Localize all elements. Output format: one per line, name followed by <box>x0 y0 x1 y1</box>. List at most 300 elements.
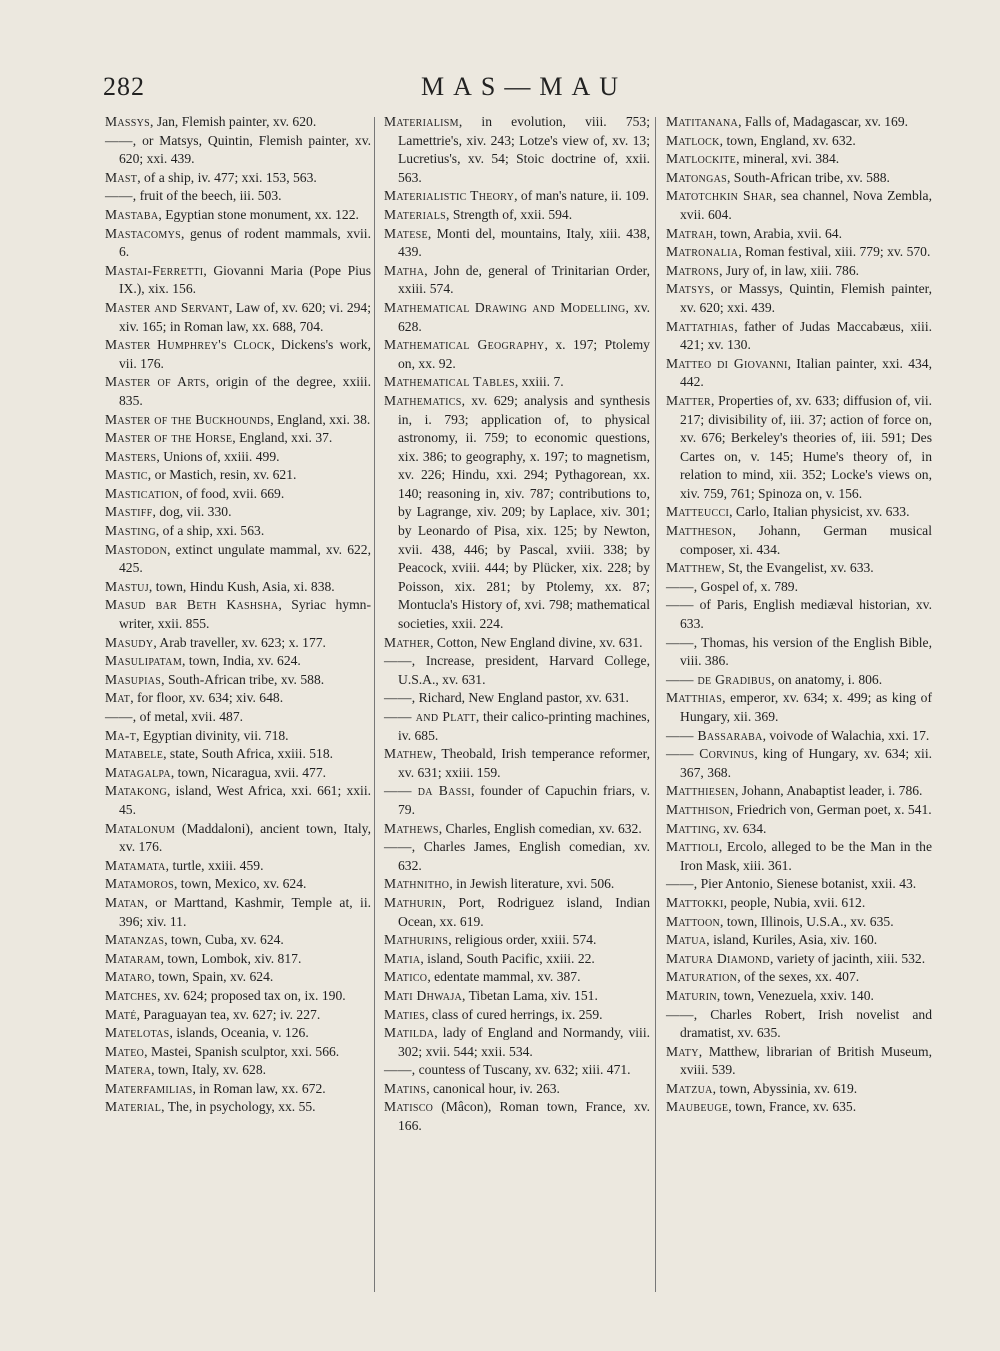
entry-text: , Charles James, English comedian, xv. 632. <box>398 839 650 873</box>
index-entry <box>666 931 932 950</box>
index-entry <box>384 950 650 969</box>
entry-headword: Mast <box>105 169 138 185</box>
index-entry <box>105 522 371 541</box>
entry-text: , town, Hindu Kush, Asia, xi. 838. <box>148 578 335 594</box>
entry-text: , xxiii. 7. <box>514 374 564 390</box>
entry-headword: Matanzas <box>105 932 165 948</box>
index-entry <box>384 652 650 689</box>
entry-headword: Mattheson <box>666 523 733 539</box>
entry-headword: Master of Arts <box>105 374 206 390</box>
entry-text: , town, France, xv. 635. <box>728 1099 857 1115</box>
index-entry <box>666 801 932 820</box>
entry-text: , town, Abyssinia, xv. 619. <box>712 1080 858 1096</box>
entry-headword: Matteucci <box>666 504 730 520</box>
index-entry <box>105 429 371 448</box>
index-entry <box>666 132 932 151</box>
entry-text: , Italian painter, xxi. 434, 442. <box>680 355 932 390</box>
entry-headword: Matlock <box>666 132 720 148</box>
index-entry <box>666 503 932 522</box>
entry-headword: Masulipatam <box>105 653 183 669</box>
entry-text: , Dickens's work, vii. 176. <box>119 337 371 371</box>
entry-text: , dog, vii. 330. <box>152 504 232 520</box>
entry-headword: Materialism <box>384 114 459 129</box>
entry-headword: —— <box>105 188 133 204</box>
index-entry <box>666 894 932 913</box>
entry-headword: —— Corvinus <box>666 746 755 762</box>
index-entry <box>666 671 932 690</box>
entry-text: , Ercolo, alleged to be the Man in the Iron Mask, xiii. 361. <box>680 839 932 873</box>
entry-headword: Massys <box>105 114 151 129</box>
entry-headword: —— <box>384 653 412 669</box>
index-entry <box>666 150 932 169</box>
index-entry <box>105 782 371 819</box>
index-entry <box>384 689 650 708</box>
entry-text: , or Marttand, Kashmir, Temple at, ii. 396; xiv. 11. <box>119 894 371 929</box>
entry-headword: —— de Gradibus <box>666 671 772 687</box>
entry-text: , edentate mammal, xv. 387. <box>427 969 581 985</box>
index-entry <box>105 541 371 578</box>
entry-text: , Thomas, his version of the English Bible, viii. 386. <box>680 634 932 669</box>
index-entry <box>666 745 932 782</box>
entry-headword: Matzua <box>666 1080 713 1096</box>
index-entry <box>384 1080 650 1099</box>
entry-headword: Mataram <box>105 950 161 966</box>
entry-headword: Mat <box>105 690 131 706</box>
index-entry <box>666 578 932 597</box>
entry-headword: Matan <box>105 894 145 910</box>
entry-text: , of the sexes, xx. 407. <box>737 969 860 985</box>
entry-headword: —— <box>666 1006 694 1022</box>
entry-headword: Mastacomys <box>105 225 181 241</box>
entry-text: , of a ship, iv. 477; xxi. 153, 563. <box>137 169 317 185</box>
entry-headword: Matter <box>666 392 711 408</box>
entry-text: , Cotton, New England divine, xv. 631. <box>430 634 643 650</box>
entry-headword: —— <box>666 876 694 892</box>
entry-headword: Matongas <box>666 169 727 185</box>
entry-headword: Matico <box>384 969 428 985</box>
entry-text: , extinct ungulate mammal, xv. 622, 425. <box>119 541 371 576</box>
running-head: MAS—MAU <box>421 72 628 101</box>
index-column-2 <box>384 113 650 1136</box>
index-entry <box>105 299 371 336</box>
entry-headword: Mathnitho <box>384 876 450 892</box>
index-entry <box>666 243 932 262</box>
index-entry <box>666 987 932 1006</box>
entry-text: , canonical hour, iv. 263. <box>426 1080 560 1096</box>
entry-headword: Masting <box>105 523 156 539</box>
column-rule <box>374 117 375 1292</box>
index-column-3 <box>666 113 932 1117</box>
index-entry <box>105 466 371 485</box>
entry-headword: Materialistic Theory <box>384 188 515 204</box>
entry-text: , emperor, xv. 634; x. 499; as king of Hungary, xii. 369. <box>680 690 932 724</box>
entry-text: , town, Italy, xv. 628. <box>151 1062 267 1078</box>
entry-headword: Mataro <box>105 969 152 985</box>
index-entry <box>666 782 932 801</box>
entry-headword: Masters <box>105 448 157 464</box>
entry-headword: Mattoon <box>666 913 721 929</box>
index-entry <box>666 913 932 932</box>
index-entry <box>105 206 371 225</box>
entry-text: , fruit of the beech, iii. 503. <box>132 188 282 204</box>
index-entry <box>105 1061 371 1080</box>
entry-headword: Matisco <box>384 1099 434 1115</box>
index-entry <box>105 485 371 504</box>
entry-text: , or Massys, Quintin, Flemish painter, xv. 620; xxi. 439. <box>680 281 932 315</box>
entry-headword: Material <box>105 1099 162 1115</box>
entry-text: , x. 197; Ptolemy on, xx. 92. <box>398 337 650 371</box>
index-entry <box>105 857 371 876</box>
entry-headword: Matua <box>666 932 707 948</box>
entry-text: , island, Kuriles, Asia, xiv. 160. <box>706 932 878 948</box>
entry-headword: Ma-t <box>105 727 137 743</box>
entry-headword: Matha <box>384 262 425 278</box>
entry-headword: Mattathias <box>666 318 735 334</box>
index-entry <box>105 894 371 931</box>
index-entry <box>384 1098 650 1135</box>
entry-text: , Jan, Flemish painter, xv. 620. <box>150 114 317 129</box>
index-entry <box>105 262 371 299</box>
entry-text: , town, Mexico, xv. 624. <box>174 876 307 892</box>
entry-text: , St, the Evangelist, xv. 633. <box>721 560 874 576</box>
index-entry <box>666 950 932 969</box>
entry-text: , Johann, German musical composer, xi. 434. <box>680 523 932 557</box>
index-entry <box>105 727 371 746</box>
entry-text: , on anatomy, i. 806. <box>771 671 883 687</box>
index-entry <box>384 745 650 782</box>
index-entry <box>105 225 371 262</box>
index-entry <box>666 634 932 671</box>
entry-text: , voivode of Walachia, xxi. 17. <box>762 727 930 743</box>
entry-text: , of metal, xvii. 487. <box>132 709 244 724</box>
entry-headword: Materials <box>384 206 447 222</box>
page-number: 282 <box>103 72 145 101</box>
index-entry <box>666 522 932 559</box>
entry-text: , Charles Robert, Irish novelist and dramatist, xv. 635. <box>680 1006 932 1041</box>
entry-text: , islands, Oceania, v. 126. <box>169 1025 309 1041</box>
index-entry <box>666 1098 932 1117</box>
entry-text: , Paraguayan tea, xv. 627; iv. 227. <box>136 1006 321 1022</box>
entry-text: , state, South Africa, xxiii. 518. <box>163 746 334 762</box>
index-entry <box>105 113 371 132</box>
entry-headword: Mathematical Tables <box>384 374 515 390</box>
entry-headword: Mathematics <box>384 392 462 408</box>
entry-text: , South-African tribe, xv. 588. <box>726 169 890 185</box>
index-entry <box>105 187 371 206</box>
page-header <box>103 72 920 112</box>
entry-text: , England, xxi. 38. <box>270 411 371 427</box>
entry-text: , or Mastich, resin, xv. 621. <box>147 467 297 483</box>
entry-text: , lady of England and Normandy, viii. 302; xvii. 544; xxii. 534. <box>398 1025 650 1059</box>
entry-headword: Mastaba <box>105 206 159 222</box>
entry-text: , England, xxi. 37. <box>232 430 333 446</box>
index-entry <box>666 318 932 355</box>
entry-headword: Mastodon <box>105 541 168 557</box>
entry-text: , The, in psychology, xx. 55. <box>161 1099 316 1115</box>
index-entry <box>384 262 650 299</box>
entry-text: , Egyptian stone monument, xx. 122. <box>158 206 359 222</box>
entry-headword: Matrah <box>666 225 714 241</box>
entry-headword: Matins <box>384 1080 427 1096</box>
entry-headword: Matthias <box>666 690 723 706</box>
index-entry <box>666 838 932 875</box>
entry-text: , island, West Africa, xxi. 661; xxii. 45. <box>119 783 371 817</box>
entry-text: , of man's nature, ii. 109. <box>514 188 650 204</box>
index-entry <box>666 1080 932 1099</box>
entry-headword: Matura Diamond <box>666 950 770 966</box>
entry-headword: —— <box>666 578 694 594</box>
index-entry <box>384 299 650 336</box>
index-entry <box>384 225 650 262</box>
index-entry <box>384 373 650 392</box>
entry-text: , countess of Tuscany, xv. 632; xiii. 471. <box>411 1062 631 1078</box>
index-entry <box>384 708 650 745</box>
entry-headword: Matabele <box>105 746 164 762</box>
entry-headword: Mathematical Drawing and Modelling <box>384 299 626 315</box>
index-entry <box>384 336 650 373</box>
entry-text: , king of Hungary, xv. 634; xii. 367, 368. <box>680 746 932 780</box>
column-rule <box>655 117 656 1292</box>
entry-headword: Matronalia <box>666 244 739 260</box>
entry-headword: Mathurin <box>384 894 443 910</box>
entry-text: , town, Cuba, xv. 624. <box>164 932 284 948</box>
index-entry <box>666 559 932 578</box>
entry-text: , of a ship, xxi. 563. <box>155 523 265 539</box>
entry-headword: Matting <box>666 820 717 836</box>
entry-text: , in Jewish literature, xvi. 506. <box>449 876 615 892</box>
entry-text: , Increase, president, Harvard College, U.S.A., xv. 631. <box>398 653 650 687</box>
index-entry <box>384 782 650 819</box>
entry-headword: —— and Platt <box>384 709 476 724</box>
entry-headword: Matthiesen <box>666 783 735 799</box>
index-entry <box>666 1043 932 1080</box>
entry-text: , Richard, New England pastor, xv. 631. <box>411 690 629 706</box>
entry-text: , Pier Antonio, Sienese botanist, xxii. 43. <box>693 876 917 892</box>
index-entry <box>105 1098 371 1117</box>
entry-headword: Matches <box>105 987 157 1003</box>
index-entry <box>666 355 932 392</box>
entry-headword: Maturation <box>666 969 738 985</box>
entry-headword: Mattokki <box>666 894 724 910</box>
index-entry <box>384 968 650 987</box>
index-entry <box>384 931 650 950</box>
index-entry <box>384 392 650 634</box>
entry-headword: Matia <box>384 950 421 966</box>
entry-text: , or Matsys, Quintin, Flemish painter, xv. 620; xxi. 439. <box>119 132 371 167</box>
entry-text: , in Roman law, xx. 672. <box>192 1080 326 1096</box>
index-entry <box>105 578 371 597</box>
index-entry <box>105 411 371 430</box>
entry-headword: Mastai-Ferretti <box>105 262 204 278</box>
index-entry <box>666 689 932 726</box>
entry-text: , Law of, xv. 620; vi. 294; xiv. 165; in Roman law, xx. 688, 704. <box>119 299 371 334</box>
index-entry <box>384 634 650 653</box>
entry-headword: —— <box>666 634 694 650</box>
entry-headword: Matthison <box>666 801 730 817</box>
index-entry <box>666 1006 932 1043</box>
index-entry <box>105 1006 371 1025</box>
index-entry <box>384 875 650 894</box>
entry-text: , people, Nubia, xvii. 612. <box>723 894 866 910</box>
entry-text: , Jury of, in law, xiii. 786. <box>719 262 860 278</box>
index-entry <box>105 764 371 783</box>
entry-text: , Falls of, Madagascar, xv. 169. <box>738 114 909 129</box>
entry-text: , turtle, xxiii. 459. <box>165 857 264 873</box>
entry-headword: Matese <box>384 225 428 241</box>
index-entry <box>105 448 371 467</box>
entry-headword: Matera <box>105 1062 152 1078</box>
entry-headword: Mather <box>384 634 431 650</box>
entry-text: , sea channel, Nova Zembla, xvii. 604. <box>680 188 932 222</box>
entry-text: , Port, Rodriguez island, Indian Ocean, xx. 619. <box>398 894 650 929</box>
entry-text: , their calico-printing machines, iv. 685. <box>398 709 650 743</box>
index-entry <box>105 1024 371 1043</box>
index-entry <box>666 392 932 504</box>
entry-headword: Mathematical Geography <box>384 337 545 353</box>
entry-headword: Master Humphrey's Clock <box>105 337 272 353</box>
entry-text: , Monti del, mountains, Italy, xiii. 438, 439. <box>398 225 650 260</box>
entry-headword: Maturin <box>666 987 717 1003</box>
entry-headword: Matlockite <box>666 151 737 167</box>
entry-text: , Mastei, Spanish sculptor, xxi. 566. <box>144 1043 340 1059</box>
entry-headword: —— <box>105 709 133 724</box>
entry-headword: Maties <box>384 1006 426 1022</box>
entry-text: , founder of Capuchin friars, v. 79. <box>398 783 650 817</box>
entry-text: , Gospel of, x. 789. <box>693 578 799 594</box>
entry-text: , Matthew, librarian of British Museum, xviii. 539. <box>680 1043 932 1078</box>
entry-headword: Matthew <box>666 560 722 576</box>
entry-headword: Mathew <box>384 746 433 762</box>
index-entry <box>105 689 371 708</box>
entry-headword: —— <box>105 132 133 148</box>
index-entry <box>105 931 371 950</box>
entry-text: , Roman festival, xiii. 779; xv. 570. <box>738 244 931 260</box>
entry-text: , for floor, xv. 634; xiv. 648. <box>130 690 284 706</box>
entry-headword: Master of the Horse <box>105 430 233 446</box>
entry-headword: Matamoros <box>105 876 174 892</box>
entry-text: , Properties of, xv. 633; diffusion of, vii. 217; divisibility of, iii. 37; action of force on, xv. 676; Berkeley's theories of, iii. 591; Des Cartes on, v. 145; Hume's theory of, in relation to mind, xii. 352; Locke's views on, xiv. 759, 761; Spinoza on, v. 156. <box>680 392 932 501</box>
index-entry <box>666 169 932 188</box>
index-entry <box>105 1043 371 1062</box>
index-entry <box>666 187 932 224</box>
index-entry <box>105 987 371 1006</box>
entry-headword: Matamata <box>105 857 166 873</box>
entry-headword: Matalonum <box>105 820 176 836</box>
entry-headword: Matagalpa <box>105 764 171 780</box>
entry-headword: Matakong <box>105 783 168 799</box>
index-column-1 <box>105 113 371 1117</box>
entry-text: , genus of rodent mammals, xvii. 6. <box>119 225 371 260</box>
entry-text: (Mâcon), Roman town, France, xv. 166. <box>398 1099 650 1134</box>
entry-headword: Master of the Buckhounds <box>105 411 271 427</box>
index-entry <box>384 206 650 225</box>
entry-text: , island, South Pacific, xxiii. 22. <box>420 950 595 966</box>
index-entry <box>666 596 932 633</box>
index-entry <box>105 968 371 987</box>
index-entry <box>666 113 932 132</box>
entry-text: , town, Spain, xv. 624. <box>151 969 274 985</box>
index-entry <box>105 745 371 764</box>
entry-text: , town, Lombok, xiv. 817. <box>160 950 302 966</box>
entry-headword: Mathews <box>384 820 439 836</box>
entry-text: , xv. 628. <box>398 299 650 334</box>
entry-text: , town, Venezuela, xxiv. 140. <box>716 987 874 1003</box>
index-entry <box>666 968 932 987</box>
entry-headword: Matilda <box>384 1025 435 1041</box>
index-entry <box>384 894 650 931</box>
entry-text: , xv. 624; proposed tax on, ix. 190. <box>156 987 346 1003</box>
entry-headword: —— da Bassi <box>384 783 472 799</box>
entry-headword: —— <box>384 839 412 855</box>
index-entry <box>105 132 371 169</box>
entry-headword: —— <box>666 597 694 613</box>
entry-text: , in evolution, viii. 753; Lamettrie's, xiv. 243; Lotze's view of, xv. 13; Lucretius's, xv. 54; Stoic doctrine of, xxii. 563. <box>398 114 650 185</box>
entry-headword: Masupias <box>105 671 162 687</box>
index-entry <box>384 1006 650 1025</box>
entry-headword: Master and Servant <box>105 299 229 315</box>
entry-text: of Paris, English mediæval historian, xv. 633. <box>680 597 932 632</box>
entry-headword: Mathurins <box>384 932 449 948</box>
entry-headword: Materfamilias <box>105 1080 193 1096</box>
index-entry <box>105 820 371 857</box>
index-entry <box>105 652 371 671</box>
entry-text: , John de, general of Trinitarian Order, xxiii. 574. <box>398 262 650 297</box>
entry-headword: Mastuj <box>105 578 149 594</box>
entry-headword: Mattioli <box>666 839 719 855</box>
entry-text: , Charles, English comedian, xv. 632. <box>438 820 642 836</box>
entry-headword: Mati Dhwaja <box>384 987 463 1003</box>
index-entry <box>384 820 650 839</box>
index-entry <box>105 875 371 894</box>
entry-headword: Masudy <box>105 634 154 650</box>
index-entry <box>384 113 650 187</box>
entry-text: , Friedrich von, German poet, x. 541. <box>729 801 932 817</box>
index-entry <box>384 838 650 875</box>
entry-headword: Matitanana <box>666 114 739 129</box>
index-entry <box>666 225 932 244</box>
index-entry <box>105 503 371 522</box>
entry-text: , xv. 629; analysis and synthesis in, i. 793; application of, to physical astronomy, ii. 759; to economic questions, xix. 386; to geography, x. 197; to magnetism, xv. 226; Hindu, xxi. 294; Pythagorean, xx. 140; reasoning in, xiv. 787; contributions to, by Lagrange, xiv. 209; by Laplace, xiv. 301; by Leonardo of Pisa, xix. 125; by Newton, xvii. 438, 446; by Pascal, xviii. 338; by Peacock, xviii. 444; by Plücker, xix. 228; by Poisson, xix. 281; by Ptolemy, xx. 87; Montucla's History of, xvi. 798; mathematical societies, xxii. 224. <box>398 392 650 632</box>
entry-text: , Arab traveller, xv. 623; x. 177. <box>153 634 326 650</box>
entry-text: (Maddaloni), ancient town, Italy, xv. 176. <box>119 820 371 855</box>
index-entry <box>666 820 932 839</box>
entry-headword: Mastiff <box>105 504 153 520</box>
entry-headword: Matsys <box>666 281 711 297</box>
entry-headword: Masud bar Beth Kashsha <box>105 597 279 613</box>
entry-text: , Egyptian divinity, vii. 718. <box>136 727 289 743</box>
index-entry <box>666 875 932 894</box>
entry-headword: Matteo di Giovanni <box>666 355 788 371</box>
index-entry <box>666 727 932 746</box>
entry-headword: —— Bassaraba <box>666 727 763 743</box>
entry-headword: Maté <box>105 1006 137 1022</box>
entry-headword: —— <box>384 1062 412 1078</box>
index-entry <box>384 1024 650 1061</box>
entry-headword: Maubeuge <box>666 1099 729 1115</box>
entry-text: , Unions of, xxiii. 499. <box>156 448 280 464</box>
index-entry <box>666 262 932 281</box>
entry-headword: Mateo <box>105 1043 145 1059</box>
entry-text: , Giovanni Maria (Pope Pius IX.), xix. 156. <box>119 262 371 297</box>
entry-text: , of food, xvii. 669. <box>179 485 285 501</box>
entry-text: , class of cured herrings, ix. 259. <box>425 1006 603 1022</box>
entry-text: , Strength of, xxii. 594. <box>446 206 573 222</box>
entry-text: , xv. 634. <box>716 820 767 836</box>
index-entry <box>105 336 371 373</box>
entry-text: , town, England, xv. 632. <box>719 132 856 148</box>
entry-text: , Carlo, Italian physicist, xv. 633. <box>729 504 910 520</box>
entry-text: , Johann, Anabaptist leader, i. 786. <box>734 783 923 799</box>
